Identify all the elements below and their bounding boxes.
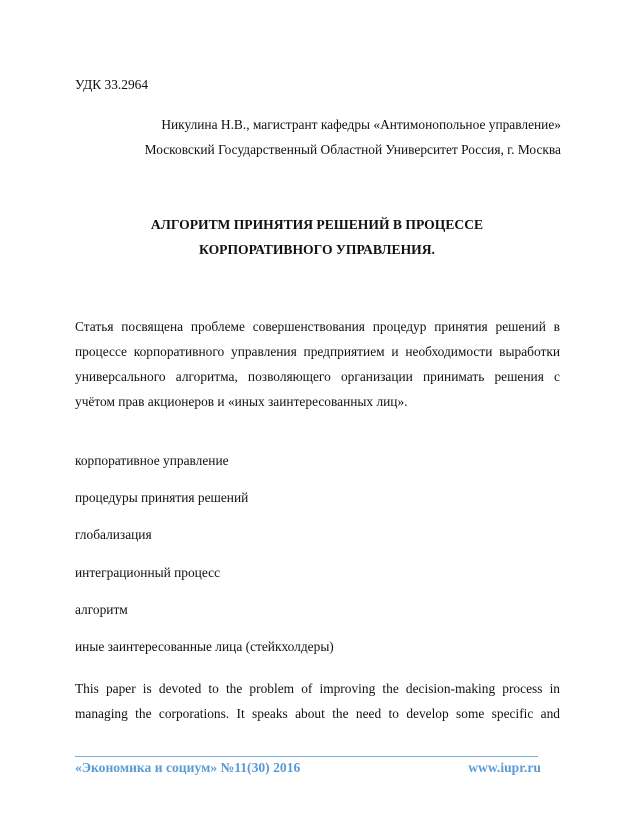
keyword-item: алгоритм xyxy=(75,602,128,617)
footer-journal: «Экономика и социум» №11(30) 2016 xyxy=(75,760,301,775)
keyword-item: иные заинтересованные лица (стейкхолдеры) xyxy=(75,639,334,654)
article-title-line-1: АЛГОРИТМ ПРИНЯТИЯ РЕШЕНИЙ В ПРОЦЕССЕ xyxy=(150,217,484,232)
english-abstract: This paper is devoted to the problem of improving the decision-making process in managing the corporations. It speaks about the need to develop some specific and xyxy=(75,681,560,721)
affiliation-line: Московский Государственный Областной Университет Россия, г. Москва xyxy=(144,142,561,157)
footer-divider xyxy=(75,756,538,757)
article-title-line-2: КОРПОРАТИВНОГО УПРАВЛЕНИЯ. xyxy=(199,242,435,257)
udk-code: УДК 33.2964 xyxy=(75,77,149,92)
keyword-item: глобализация xyxy=(75,527,152,542)
abstract-paragraph: Статья посвящена проблеме совершенствования процедур принятия решений в процессе корпоративного управления предприятием и необходимости выработки универсального алгоритма, позволяющего организации принимать решения с учётом прав акционеров и «иных заинтересованных лиц». xyxy=(75,319,560,409)
keyword-item: процедуры принятия решений xyxy=(75,490,249,505)
author-line: Никулина Н.В., магистрант кафедры «Антимонопольное управление» xyxy=(161,117,561,132)
keyword-item: корпоративное управление xyxy=(75,453,229,468)
footer-website-link[interactable]: www.iupr.ru xyxy=(468,760,541,775)
keyword-item: интеграционный процесс xyxy=(75,565,221,580)
